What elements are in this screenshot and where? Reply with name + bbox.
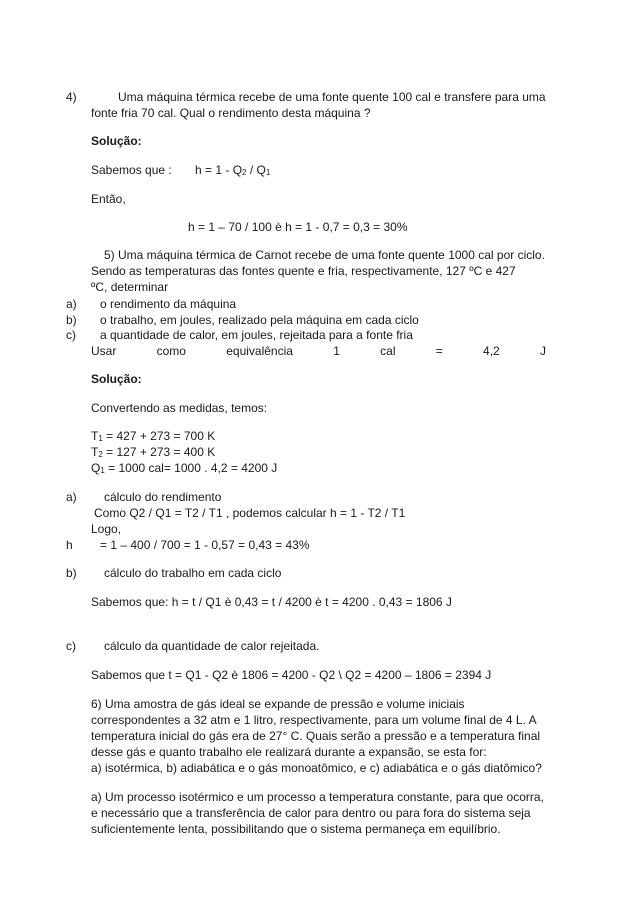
q5-item-b: o trabalho, em joules, realizado pela máquina em cada ciclo: [100, 313, 419, 327]
q6-text-line-3: temperatura inicial do gás era de 27° C. Quais serão a pressão e a temperatura final: [91, 729, 541, 743]
q4-number: 4): [66, 90, 77, 104]
q5-t2: [91, 445, 215, 462]
q5-converting: Convertendo as medidas, temos:: [91, 401, 268, 415]
q5-t1-sub: 1: [98, 434, 103, 443]
q6-text-line-2: correspondentes a 32 atm e 1 litro, respectivamente, para um volume final de 4 L. A: [91, 713, 537, 727]
q5-usar-word: =: [435, 344, 443, 358]
q4-text-line-2: fonte fria 70 cal. Qual o rendimento desta máquina ?: [91, 106, 371, 120]
q4-equation-label: Sabemos que :: [91, 163, 172, 177]
q4-equation-h: h = 1 - Q: [195, 163, 243, 177]
q6-text-line-5: a) isotérmica, b) adiabática e o gás monoatômico, e c) adiabática e o gás diatômico?: [91, 761, 542, 775]
q5-q1-sub: 1: [100, 466, 105, 475]
q5-t2-value: = 127 + 273 = 400 K: [102, 445, 216, 459]
q4-equation-sub1: 1: [265, 168, 271, 177]
q5-t1-symbol: T: [91, 429, 99, 443]
q5-solution-heading: Solução:: [91, 372, 142, 386]
q5-item-c-marker: c): [66, 328, 76, 342]
q5-usar-line: [91, 344, 546, 359]
q5-text-line-3: ºC, determinar: [91, 280, 169, 294]
q5-part-b-line: Sabemos que: h = t / Q1 è 0,43 = t / 4200 è t = 4200 . 0,43 = 1806 J: [91, 595, 452, 609]
q5-h-marker: h: [66, 538, 73, 552]
q5-item-c: a quantidade de calor, em joules, rejeitada para a fonte fria: [100, 328, 413, 342]
q4-calculation: h = 1 – 70 / 100 è h = 1 - 0,7 = 0,3 = 30%: [188, 220, 408, 234]
q4-equation: [195, 163, 270, 180]
q5-item-b-marker: b): [66, 313, 77, 327]
q5-q1: [91, 461, 277, 478]
q5-part-c-marker: c): [66, 639, 76, 653]
q6-answer-line-3: suficientemente lenta, possibilitando que o sistema permaneça em equilíbrio.: [91, 822, 501, 836]
q4-solution-heading: Solução:: [91, 134, 142, 148]
q5-part-a-logo: Logo,: [91, 522, 122, 536]
q6-answer-line-2: e necessário que a transferência de calor para dentro ou para fora do sistema seja: [91, 806, 531, 820]
q5-h-result: = 1 – 400 / 700 = 1 - 0,57 = 0,43 = 43%: [100, 538, 310, 552]
q5-usar-word: equivalência: [226, 344, 293, 358]
q5-part-b-title: cálculo do trabalho em cada ciclo: [104, 566, 282, 580]
q4-equation-mid: / Q: [246, 163, 266, 177]
q5-text-line-1: 5) Uma máquina térmica de Carnot recebe de uma fonte quente 1000 cal por ciclo.: [104, 248, 545, 262]
q5-part-c-title: cálculo da quantidade de calor rejeitada.: [104, 639, 320, 653]
q4-text-line-1: Uma máquina térmica recebe de uma fonte quente 100 cal e transfere para uma: [118, 90, 546, 104]
q6-answer-line-1: a) Um processo isotérmico e um processo a temperatura constante, para que ocorra,: [91, 790, 544, 804]
q5-usar-word: 4,2: [483, 344, 500, 358]
q4-entao: Então,: [91, 192, 126, 206]
q5-text-line-2: Sendo as temperaturas das fontes quente e fria, respectivamente, 127 ºC e 427: [91, 264, 516, 278]
q5-q1-symbol: Q: [91, 461, 101, 475]
q5-part-a-line: Como Q2 / Q1 = T2 / T1 , podemos calcular h = 1 - T2 / T1: [94, 506, 406, 520]
q6-text-line-1: 6) Uma amostra de gás ideal se expande de pressão e volume iniciais: [91, 697, 465, 711]
q5-usar-word: 1: [333, 344, 340, 358]
q5-t1-value: = 427 + 273 = 700 K: [102, 429, 216, 443]
q5-usar-word: como: [156, 344, 186, 358]
q5-part-a-marker: a): [66, 490, 77, 504]
q6-text-line-4: desse gás e quanto trabalho ele realizará durante a expansão, se esta for:: [91, 745, 487, 759]
q5-part-a-title: cálculo do rendimento: [104, 490, 222, 504]
q5-part-c-line: Sabemos que t = Q1 - Q2 è 1806 = 4200 - Q2 \ Q2 = 4200 – 1806 = 2394 J: [91, 668, 492, 682]
q5-t1: [91, 429, 215, 446]
q5-usar-word: J: [540, 344, 546, 358]
q5-item-a-marker: a): [66, 297, 77, 311]
q5-t2-sub: 2: [98, 450, 103, 459]
q5-item-a: o rendimento da máquina: [100, 297, 237, 311]
q5-part-b-marker: b): [66, 566, 77, 580]
q5-t2-symbol: T: [91, 445, 99, 459]
q5-usar-word: cal: [380, 344, 396, 358]
q4-equation-sub2: 2: [242, 168, 247, 177]
q5-usar-word: Usar: [91, 344, 117, 358]
q5-q1-value: = 1000 cal= 1000 . 4,2 = 4200 J: [104, 461, 278, 475]
